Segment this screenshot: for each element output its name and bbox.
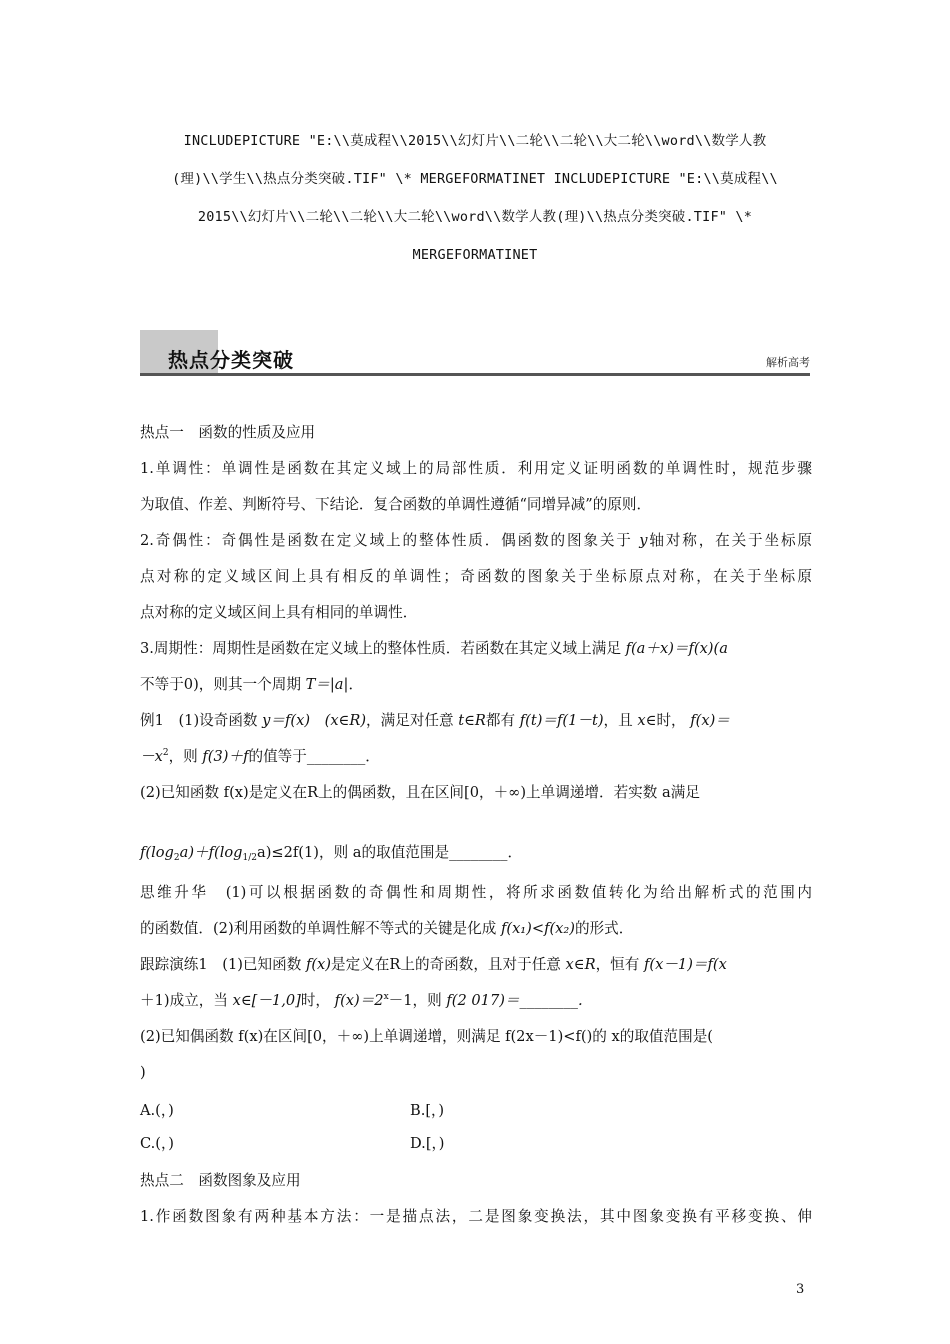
field-code-text: [140, 122, 810, 274]
parity-line-3: 点对称的定义域区间上具有相同的单调性．: [140, 604, 418, 621]
parity-line-1: 2.奇偶性：奇偶性是函数在定义域上的整体性质．偶函数的图象关于 y轴对称，在关于坐标原: [140, 532, 812, 549]
practice1-part2-line-1: (2)已知偶函数 f(x)在区间[0，＋∞)上单调递增，则满足 f(2x－1)<f()的 x的取值范围是(: [140, 1028, 713, 1045]
practice1-line-1: 跟踪演练1 (1)已知函数 f(x)是定义在R上的奇函数，且对于任意 x∈R，恒有 f(x－1)＝f(x: [140, 956, 727, 973]
choice-b: B.[，): [410, 1102, 445, 1119]
example1-part2-line-1: (2)已知函数 f(x)是定义在R上的偶函数，且在区间[0，＋∞)上单调递增．若实数 a满足: [140, 784, 700, 801]
summary-line-1: 思维升华 (1)可以根据函数的奇偶性和周期性，将所求函数值转化为给出解析式的范围内: [140, 884, 812, 901]
banner-rule: [140, 373, 810, 376]
example1-line-2: $-x^2$，则 f(3)＋f的值等于________．: [140, 748, 380, 765]
parity-line-2: 点对称的定义域区间上具有相反的单调性；奇函数的图象关于坐标原点对称，在关于坐标原: [140, 568, 812, 585]
practice1-part2-line-2: ): [140, 1064, 146, 1081]
choice-a: A.(，): [140, 1102, 174, 1119]
page-number: 3: [796, 1282, 805, 1297]
field-code-line-2: (理)\\学生\\热点分类突破.TIF" \* MERGEFORMATINET INCLUDEPICTURE "E:\\莫成程\\: [172, 171, 778, 187]
practice1-line-2: ＋1)成立，当 x∈[－1,0]时， $f(x)=2^x-1$，则 f(2 017)＝________．: [140, 992, 593, 1009]
banner-tag: 解析高考: [766, 356, 810, 369]
choices-row-2: [140, 1127, 812, 1160]
summary-line-2: 的函数值．(2)利用函数的单调性解不等式的关键是化成 f(x₁)<f(x₂)的形式．: [140, 920, 634, 937]
choice-c: C.(，): [140, 1135, 174, 1152]
example1-part2-line-2: $f(\log_2a)+f(\log_{1/2}a)\le 2f(1)$，则 a的取值范围是________．: [140, 844, 523, 863]
hotspot1-heading: 热点一 函数的性质及应用: [140, 424, 316, 441]
field-code-line-1: INCLUDEPICTURE "E:\\莫成程\\2015\\幻灯片\\二轮\\二轮\\大二轮\\word\\数学人教: [183, 133, 767, 149]
monotonicity-line-2: 为取值、作差、判断符号、下结论．复合函数的单调性遵循“同增异减”的原则．: [140, 496, 652, 513]
field-code-line-3: 2015\\幻灯片\\二轮\\二轮\\大二轮\\word\\数学人教(理)\\热点分类突破.TIF" \*: [197, 209, 753, 225]
choices-row-1: [140, 1094, 812, 1127]
graph-methods-line-1: 1.作函数图象有两种基本方法：一是描点法，二是图象变换法，其中图象变换有平移变换、伸: [140, 1208, 812, 1225]
hotspot2-heading: 热点二 函数图象及应用: [140, 1172, 301, 1189]
choice-d: D.[，): [410, 1135, 445, 1152]
main-text: [140, 418, 812, 1232]
field-code-line-4: MERGEFORMATINET: [412, 247, 538, 263]
periodicity-line-2: 不等于0)，则其一个周期 T＝|a|．: [140, 676, 364, 693]
monotonicity-line-1: 1.单调性：单调性是函数在其定义域上的局部性质．利用定义证明函数的单调性时，规范步骤: [140, 460, 812, 477]
banner-title: 热点分类突破: [168, 348, 294, 372]
example1-line-1: 例1 (1)设奇函数 y＝f(x) (x∈R)，满足对任意 t∈R都有 f(t)＝f(1－t)，且 x∈时， f(x)＝: [140, 712, 730, 729]
periodicity-line-1: 3.周期性：周期性是函数在定义域上的整体性质．若函数在其定义域上满足 f(a＋x)＝f(x)(a: [140, 640, 728, 657]
section-banner: [140, 330, 810, 376]
